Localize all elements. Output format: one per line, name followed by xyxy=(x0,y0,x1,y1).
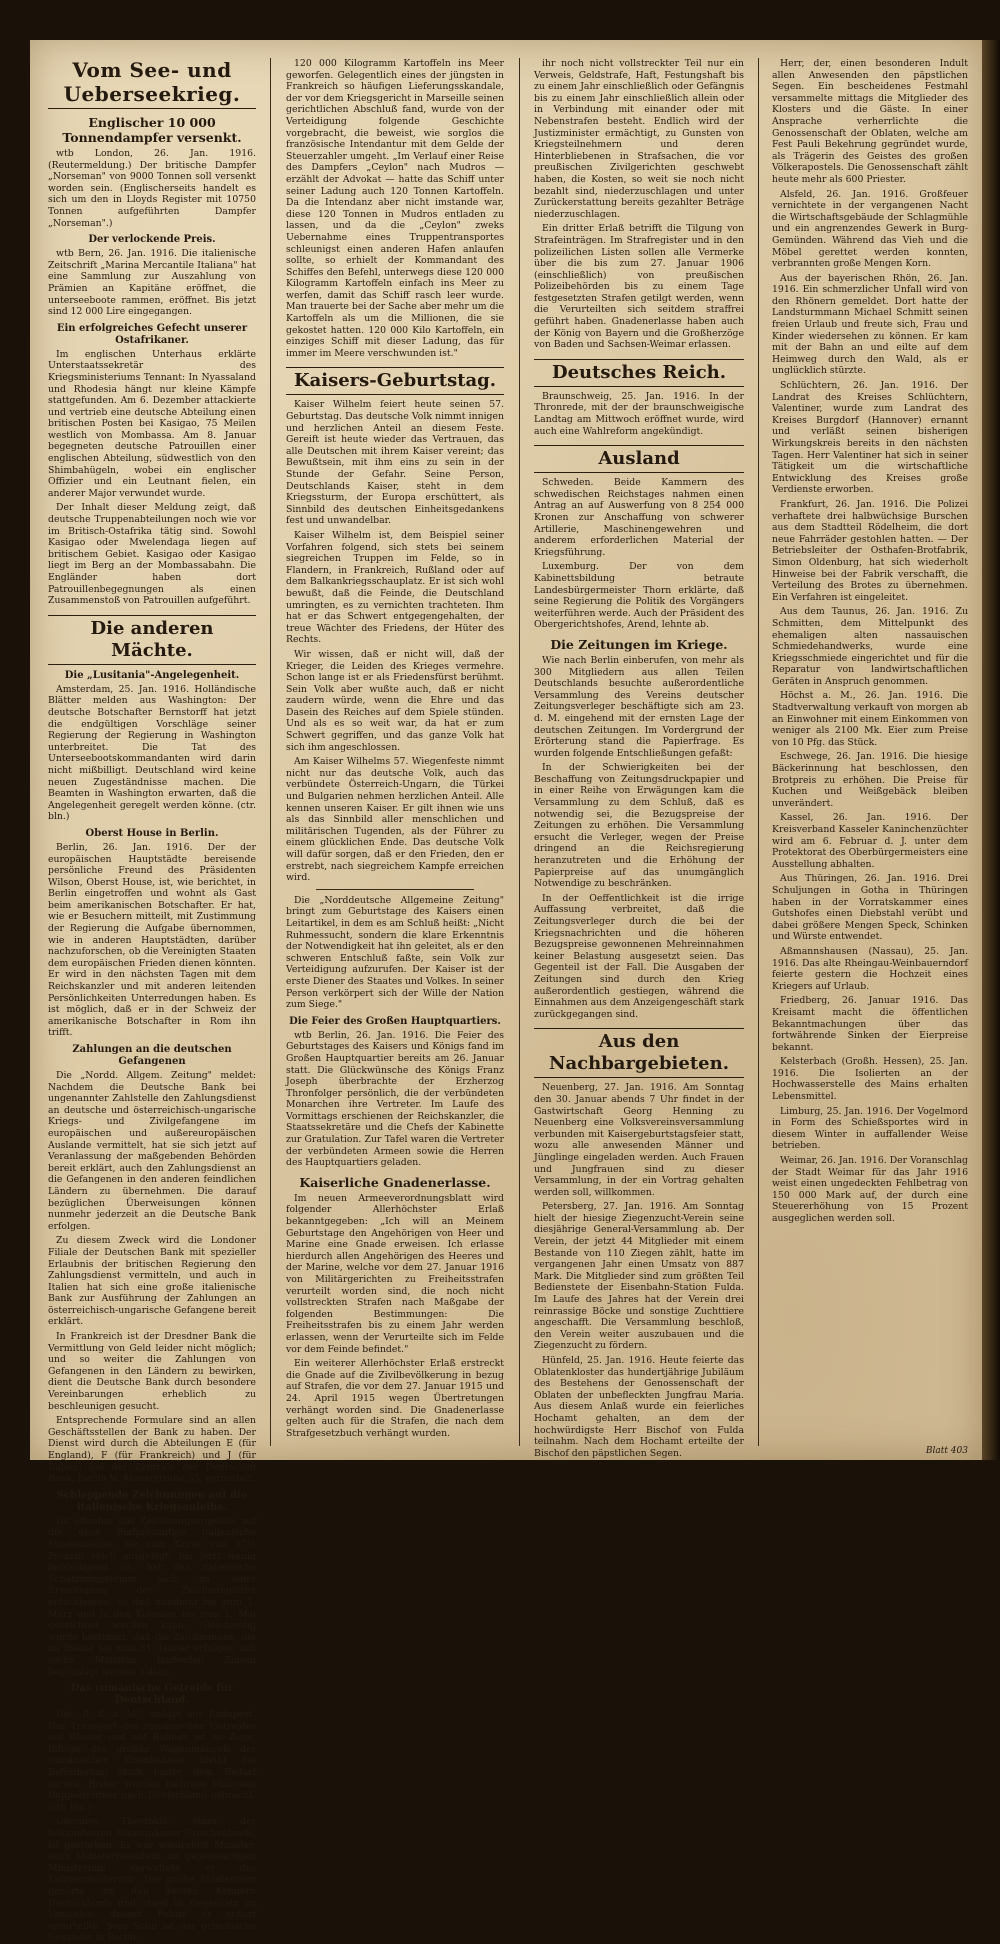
article-text: wtb Bern, 26. Jan. 1916. Die italienische Zeitschrift „Marina Mercantile Italiana" hat eine Sammlung zur Auszahlung von Prämien an Kapitäne eröffnet, die unterseeboote rammen, eröffnet. Bis jetzt sind 12 000 Lire eingegangen. xyxy=(48,248,256,318)
headline-house: Oberst House in Berlin. xyxy=(85,827,219,839)
headline-ostafrika: Ein erfolgreiches Gefecht unserer Ostafrikaner. xyxy=(56,322,248,346)
headline-anleihe: Schleppende Zeichnungen auf die italienische Kriegsanleihe. xyxy=(56,1489,248,1513)
column-2 xyxy=(286,58,504,1446)
section-title-reich: Deutsches Reich. xyxy=(534,359,744,387)
article-text: Höchst a. M., 26. Jan. 1916. Die Stadtverwaltung verkauft von morgen ab an Einwohner mit einem Einkommen von weniger als 2100 Mk. Eier zum Preise von 10 Pfg. das Stück. xyxy=(772,690,968,748)
article-text: Friedberg, 26. Januar 1916. Das Kreisamt macht die öffentlichen Bekanntmachungen über das fortwährende Sinken der Eierpreise bekannt. xyxy=(772,995,968,1053)
article-text: Der Inhalt dieser Meldung zeigt, daß deutsche Truppenabteilungen noch wie vor im Britisch-Ostafrika tätig sind. Sowohl Kasigao oder Mwelendaga liegen auf britischem Gebiet. Kasigao oder Kasigao liegt im Berg an der Mombassabahn. Die Engländer haben dort Patrouillenbegegnungen als einen Zusammenstoß von Patrouillen aufgeführt. xyxy=(48,502,256,607)
section-title-geburtstag: Kaisers-Geburtstag. xyxy=(286,367,504,395)
article-text: Schlüchtern, 26. Jan. 1916. Der Landrat des Kreises Schlüchtern, Valentiner, wurde zum Landrat des Kreises Burgdorf (Hannover) ernannt und verläßt seinen bisherigen Wirkungskreis bereits in den nächsten Tagen. Herr Valentiner hat sich in seiner Tätigkeit um die wirtschaftliche Entwicklung des Kreises große Verdienste erworben. xyxy=(772,380,968,496)
article-text: Limburg, 25. Jan. 1916. Der Vogelmord in Form des Schießsportes wird in diesem Winter in auffallender Weise betrieben. xyxy=(772,1105,968,1152)
column-4 xyxy=(772,58,968,1446)
headline-lusitania: Die „Lusitania"-Angelegenheit. xyxy=(64,669,240,681)
article-text: Weimar, 26. Jan. 1916. Der Voranschlag der Stadt Weimar für das Jahr 1916 weist einen ungedeckten Fehlbetrag von 150 000 Mark auf, der durch eine Steuererhöhung von 15 Prozent ausgeglichen werden soll. xyxy=(772,1155,968,1224)
article-text: 120 000 Kilogramm Kartoffeln ins Meer geworfen. Gelegentlich eines der jüngsten in Frankreich so häufigen Lieferungsskandale, der vor dem Kriegsgericht in Marseille seinen gerichtlichen Abschluß fand, wurde von der Verteidigung folgende Geschichte vorgebracht, die beweist, wie sorglos die französische Intendantur mit dem Gelde der Steuerzahler umgeht. „Im Verlauf einer Reise des Dampfers „Ceylon" nach Mudros — erzählt der Advokat — hatte das Schiff unter seiner Ladung auch 120 Tonnen Kartoffeln. Da die Intendanz aber nicht imstande war, diese 120 Tonnen in Mudros entladen zu lassen, und da die „Ceylon" zweks Uebernahme eines Truppentransportes schleunigst einen anderen Hafen anlaufen sollte, so erhielt der Kommandant des Schiffes den Befehl, unterwegs diese 120 000 Kilogramm Kartoffeln einfach ins Meer zu werfen, damit das Schiff rasch leer wurde. Man trauerte bei der Sache aber mehr um die Kartoffeln als um die Millionen, die sie gekostet hatten. 120 000 Kilo Kartoffeln, ein einziges Schiff mit dieser Ladung, das für immer im Meere verschwunden ist." xyxy=(286,58,504,359)
section-title-maechte: Die anderen Mächte. xyxy=(48,615,256,665)
article-text: Am Kaiser Wilhelms 57. Wiegenfeste nimmt nicht nur das deutsche Volk, auch das verbündete Österreich-Ungarn, die Türkei und Bulgarien nehmen herzlichen Anteil. Alle kennen unseren Kaiser. Er gilt ihnen wie uns als das Sinnbild aller menschlichen und militärischen Tugenden, als der Führer zu einem glücklichen Ende. Das deutsche Volk will dafür sorgen, daß er den Frieden, den er erstrebt, nach siegreichem Kampfe erreichen wird. xyxy=(286,756,504,884)
article-text: In der Schwierigkeiten bei der Beschaffung von Zeitungsdruckpapier und in einer Reihe von Erwägungen kam die Versammlung zu dem Schluß, daß es notwendig sei, die Bezugspreise der Zeitungen zu erhöhen. Die Versammlung ersucht die Verleger, wegen der Preise dringend an die Reichsregierung heranzutreten und die Erhöhung der Papierpreise auf das unumgänglich Notwendige zu beschränken. xyxy=(534,762,744,890)
article-text: Aus Thüringen, 26. Jan. 1916. Drei Schuljungen in Gotha in Thüringen haben in der Vorratskammer eines Gutshofes einen Diebstahl verübt und dabei größere Mengen Speck, Schinken und Würste entwendet. xyxy=(772,873,968,943)
article-text: Zu diesem Zweck wird die Londoner Filiale der Deutschen Bank mit spezieller Erlaubnis der britischen Regierung den Zahlungsdienst vermitteln, und auch in Italien hat sich eine große italienische Bank zur Ausführung der Zahlungen an österreichisch-ungarische Gefangene bereit erklärt. xyxy=(48,1235,256,1328)
headline-zeitungen: Die Zeitungen im Kriege. xyxy=(550,636,728,652)
headline-getreide: Das rumänische Getreide für Deutschland. xyxy=(70,1683,234,1707)
article-text: wtb London, 26. Jan. 1916. (Reutermeldung.) Der britische Dampfer „Norseman" von 9000 Tonnen soll versenkt worden sein. (Englischerseits handelt es sich um den in Lloyds Register mit 10750 Tonnen aufgeführten Dampfer „Norseman".) xyxy=(48,148,256,229)
article-text: Ein weiterer Allerhöchster Erlaß erstreckt die Gnade auf die Zivilbevölkerung in bezug auf Strafen, die vor dem 27. Januar 1915 und 24. April 1915 wegen Übertretungen verhängt worden sind. Die Gnadenerlasse gelten auch für die Strafen, die nach dem Strafgesetzbuch verhängt wurden. xyxy=(286,1358,504,1439)
article-text: Braunschweig, 25. Jan. 1916. In der Thronrede, mit der der braunschweigische Landtag am Mittwoch eröffnet wurde, wird auch eine Wahlreform angekündigt. xyxy=(534,390,744,437)
page-edge xyxy=(982,40,1000,1460)
article-text: Kassel, 26. Jan. 1916. Der Kreisverband Kasseler Kaninchenzüchter wird am 6. Februar d. J. unter dem Protektorat des Oberbürgermeisters eine Ausstellung abhalten. xyxy=(772,812,968,870)
article-text: Wie nach Berlin einberufen, von mehr als 300 Mitgliedern aus allen Teilen Deutschlands besuchte außerordentliche Versammlung des Vereins deutscher Zeitungsverleger beschäftigte sich am 23. d. M. eingehend mit der ernsten Lage der deutschen Zeitungen. Im Vordergrund der Erörterung stand die Papierfrage. Es wurden folgende Entschließungen gefaßt: xyxy=(534,654,744,759)
headline-preis: Der verlockende Preis. xyxy=(88,234,216,246)
article-text: Eschwege, 26. Jan. 1916. Die hiesige Bäckerinnung hat beschlossen, den Brotpreis zu erhöhen. Die Preise für Kuchen und Weißgebäck bleiben unverändert. xyxy=(772,751,968,809)
article-text: Ein dritter Erlaß betrifft die Tilgung von Strafeinträgen. Im Strafregister und in den polizeilichen Listen sollen alle Vermerke über die bis zum 27. Januar 1906 (einschließlich) von preußischen Polizeibehörden bis zu einem Tage festgesetzten Strafen getilgt werden, wenn die Verurteilten sich seitdem straffrei geführt haben. Gnadenerlasse haben auch der König von Bayern und die Großherzöge von Baden und Sachsen-Weimar erlassen. xyxy=(534,223,744,351)
article-text: ihr noch nicht vollstreckter Teil nur ein Verweis, Geldstrafe, Haft, Festungshaft bis zu einem Jahr einschließlich oder Gefängnis bis zu einem Jahr einschließlich allein oder in Verbindung mit einander oder mit Nebenstrafen besteht. Endlich wird der Justizminister ermächtigt, zu Gunsten von Kriegsteilnehmern und deren Hinterbliebenen in Strafsachen, die vor preußischen Zivilgerichten geschwebt haben, die Kosten, so weit sie noch nicht bezahlt sind, niederzuschlagen und unter Zurückerstattung bereits gezahlter Beträge niederzuschlagen. xyxy=(534,58,744,220)
article-text: In Frankreich ist der Dresdner Bank die Vermittlung von Geld leider nicht möglich; und so weiter die Zahlungen von Gefangenen in den Ländern zu bewirken, dient die Deutsche Bank durch besondere Vereinbarungen erheblich zu beschleunigen gesucht. xyxy=(48,1331,256,1412)
column-1 xyxy=(48,58,256,1944)
headline-feier: Die Feier des Großen Hauptquartiers. xyxy=(289,1015,501,1027)
column-rule xyxy=(519,58,520,1446)
column-3 xyxy=(534,58,744,1459)
article-text: Kaiser Wilhelm feiert heute seinen 57. Geburtstag. Das deutsche Volk nimmt innigen und herzlichen Anteil an diesem Feste. Gereift ist heute wieder das Vertrauen, das alle Deutschen mit ihrem Kaiser vereint; das Bewußtsein, mit ihm eins zu sein in der Stunde der Gefahr. Seine Person, Deutschlands Kaiser, steht in dem Kriegssturm, der Europa erschüttert, als Sinnbild des deutschen Einheitsgedankens fest und unwandelbar. xyxy=(286,399,504,527)
article-text: wtb Berlin, 26. Jan. 1916. Die Feier des Geburtstages des Kaisers und Königs fand im Großen Hauptquartier bereits am 26. Januar statt. Die Glückwünsche des Königs Franz Joseph überbrachte der Erzherzog Thronfolger persönlich, die der verbündeten Monarchen ihre Vertreter. Im Laufe des Vormittags erschienen der Reichskanzler, die Staatssekretäre und die Chefs der Kabinette zur Gratulation. Zur Tafel waren die Vertreter der verbündeten Armeen sowie die Herren des Hauptquartiers geladen. xyxy=(286,1029,504,1169)
divider xyxy=(316,889,474,890)
article-text: Kelsterbach (Großh. Hessen), 25. Jan. 1916. Die Isolierten an der Hochwasserstelle des Mains erhalten Lebensmittel. xyxy=(772,1056,968,1103)
headline-tanker: Englischer 10 000 Tonnendampfer versenkt. xyxy=(62,115,242,145)
article-text: Schweden. Beide Kammern des schwedischen Reichstages nahmen einen Antrag an auf Auswerfung von 8 254 000 Kronen zur Anschaffung von schwerer Artillerie, Maschinengewehren und anderem erforderlichen Material der Kriegsführung. xyxy=(534,477,744,558)
column-rule xyxy=(270,58,271,1446)
article-text: Herr, der, einen besonderen Indult allen Anwesenden den päpstlichen Segen. Ein bescheidenes Festmahl versammelte mittags die Mitglieder des Klosters und die Gäste. In einer Ansprache verherrlichte die Genossenschaft der Oblaten, welche am Fest Pauli Bekehrung gegründet wurde, als Trägerin des Geistes des großen Völkerapostels. Die Genossenschaft zählt heute mehr als 600 Priester. xyxy=(772,58,968,185)
article-text: Kaiser Wilhelm ist, dem Beispiel seiner Vorfahren folgend, sich stets bei seinem siegreichen Truppen im Felde, so in Flandern, in Frankreich, Rußland oder auf dem Balkankriegsschauplatz. Er ist sich wohl bewußt, daß die Feinde, die Deutschland umringten, es zu vernichten trachteten. Ihm hat er das Schwert entgegengehalten, der treue Wächter des Friedens, der Hüter des Rechts. xyxy=(286,529,504,646)
section-title-seekrieg: Vom See- und Ueberseekrieg. xyxy=(48,58,256,109)
article-text: Neuenberg, 27. Jan. 1916. Am Sonntag den 30. Januar abends 7 Uhr findet in der Gastwirtschaft Georg Henning zu Neuenberg eine Volksvereinsversammlung verbunden mit Kaisergeburtstagsfeier statt, wozu alle anwesenden Männer und Jünglinge eingeladen werden. Auch Frauen und Jungfrauen sind zu dieser Versammlung, in der ein Vortrag gehalten werden soll, willkommen. xyxy=(534,1082,744,1198)
article-text: Georgios Theotokis, einer der bekanntesten Staatsmänner Griechenlands, ist gestorben. Er war wiederholt Minister, auch Ministerpräsident, im gegenwärtigen Ministerium verwaltete er das Kultusministerium. Der große Staatsmann gehörte zu den besten Kennern Deutschlands und stand in Gegensatz zu Venizelos, dessen Politik er scharf verurteilte. Sein Sohn ist der griechische Gesandte in Berlin. xyxy=(48,1816,256,1944)
column-rule xyxy=(758,58,759,1446)
article-text: Aus dem Taunus, 26. Jan. 1916. Zu Schmitten, dem Mittelpunkt des ehemaligen alten nassauischen Schmiedehandwerks, wurde eine Kriegsschmiede eingerichtet und für die Reparatur von landwirtschaftlichen Geräten in Anspruch genommen. xyxy=(772,606,968,687)
article-text: Berlin, 26. Jan. 1916. Der der europäischen Hauptstädte bereisende persönliche Freund des Präsidenten Wilson, Oberst House, ist, wie berichtet, in Berlin eingetroffen und wohnt als Gast beim amerikanischen Botschafter. Er hat, wie er Besuchern mitteilt, mit Zustimmung der Regierung die Aufgabe übernommen, wie in anderen Hauptstädten, darüber nachzuforschen, ob die Vereinigten Staaten dem europäischen Frieden dienen könnten. Er wird in den nächsten Tagen mit dem Reichskanzler und mit anderen leitenden Persönlichkeiten Unterredungen haben. Es ist möglich, daß er in der Schweiz der amerikanische Botschafter in Rom ihn trifft. xyxy=(48,841,256,1039)
article-text: Die „B. Z. a. M." meldet aus Budapest: Der Transport des rumänischen Getreides auf Wasser und auf Bahnen ist im Zuge. Infolge des großen Wagenmangels der rumänischen Eisenbahnen bleibt die Beförderung stark hinter dem Bedarf zurück. Bisher wurden mehrere Millionen Doppelzentner nach Deutschland gebracht. (ctr. bln.) xyxy=(48,1709,256,1813)
newspaper-page xyxy=(30,40,982,1944)
article-text: Alsfeld, 26. Jan. 1916. Großfeuer vernichtete in der vergangenen Nacht die Wirtschaftsgebäude der Schlagmühle und ein angrenzendes Gewerk in Burg-Gemünden. Während das Vieh und die Möbel gerettet werden konnten, verbrannten große Mengen Korn. xyxy=(772,188,968,270)
article-text: Aus der bayerischen Rhön, 26. Jan. 1916. Ein schmerzlicher Unfall wird von den Rhönern gemeldet. Dort hatte der Landsturmmann Michael Schmitt seinen freien Urlaub und freute sich, Frau und Kinder wiedersehen zu können. Er kam mit der Bahn an und eilte auf dem Heimweg durch den Wald, als er unglücklich stürzte. xyxy=(772,272,968,377)
headline-zahlungen: Zahlungen an die deutschen Gefangenen xyxy=(72,1044,232,1067)
article-text: Amsterdam, 25. Jan. 1916. Holländische Blätter melden aus Washington: Der deutsche Botschafter Bernstorff hat jetzt die endgültigen Vorschläge seiner Regierung der Regierung in Washington unterbreitet. Die Tat des Unterseebootskommandanten wird darin nicht mißbilligt. Deutschland wird keine neuen Zugeständnisse machen. Die Beamten in Washington erwarten, daß die Angelegenheit geregelt werden könne. (ctr. bln.) xyxy=(48,683,256,823)
article-text: Die „Nordd. Allgem. Zeitung" meldet: Nachdem die Deutsche Bank bei ungenannter Zahlstelle den Zahlungsdienst an deutsche und österreichisch-ungarische Kriegs- und Zivilgefangene im europäischen und außereuropäischen Auslande vermittelt, hat sie sich jetzt auf Veranlassung der maßgebenden Behörden bereit erklärt, auch den Zahlungsdienst an die Gefangenen in den anderen feindlichen Ländern zu übernehmen. Die darauf bezüglichen Überweisungen können nunmehr jederzeit an die Deutsche Bank erfolgen. xyxy=(48,1070,256,1232)
article-text: Aßmannshausen (Nassau), 25. Jan. 1916. Das alte Rheingau-Weinbauerndorf feierte gestern die Hochzeit eines Kriegers auf Urlaub. xyxy=(772,945,968,992)
article-text: Wir wissen, daß er nicht will, daß der Krieger, die Leiden des Krieges vermehre. Schon lange ist er als Friedensfürst berühmt. Sein Volk aber wußte auch, daß er nicht zaudern würde, wenn die Ehre und das Dasein des Reiches auf dem Spiele stünden. Und als es so weit war, da hat er zum Schwert gegriffen, und das ganze Volk hat sich ihm angeschlossen. xyxy=(286,648,504,753)
article-text: In der Oeffentlichkeit ist die irrige Auffassung verbreitet, daß die Zeitungsverleger durch die bei der Kriegsnachrichten und die höheren Bezugspreise gewonnenen Mehreinnahmen keiner Belastung ausgesetzt seien. Das Gegenteil ist der Fall. Die Ausgaben der Zeitungen sind durch den Krieg außerordentlich gestiegen, während die Einnahmen aus dem Anzeigengeschäft stark zurückgegangen sind. xyxy=(534,892,744,1020)
article-text: Hünfeld, 25. Jan. 1916. Heute feierte das Oblatenkloster das hundertjährige Jubiläum des Bestehens der Genossenschaft der Oblaten der unbefleckten Jungfrau Maria. Aus diesem Anlaß wurde ein feierliches Hochamt gehalten, an dem der hochwürdigste Herr Bischof von Fulda teilnahm. Nach dem Hochamt erteilte der Bischof den päpstlichen Segen. xyxy=(534,1355,744,1459)
article-text: Die „Norddeutsche Allgemeine Zeitung" bringt zum Geburtstage des Kaisers einen Leitartikel, in dem es am Schluß heißt: „Nicht Ruhmessucht, sondern die klare Erkenntnis der Notwendigkeit hat ihn geleitet, als er den schweren Entschluß faßte, sein Volk zur Verteidigung aufzurufen. Der Kaiser ist der erste Diener des Staates und Volkes. In seiner Person verkörpert sich der Wille der Nation zum Siege." xyxy=(286,894,504,1011)
headline-gnadenerlasse: Kaiserliche Gnadenerlasse. xyxy=(299,1174,491,1190)
article-text: Petersberg, 27. Jan. 1916. Am Sonntag hielt der hiesige Ziegenzucht-Verein seine diesjährige General-Versammlung ab. Der Verein, der jetzt 44 Mitglieder mit einem Bestande von 110 Ziegen zählt, hatte im vergangenen Jahr einen Umsatz von 887 Mark. Die Mitglieder sind zum größten Teil Bedienstete der Eisenbahn-Station Fulda. Im Laufe des Jahres hat der Verein drei reinrassige Böcke und sonstige Zuchttiere angeschafft. Die Versammlung beschloß, den Verein weiter auszubauen und die Ziegenzucht zu fördern. xyxy=(534,1201,744,1352)
page-number: Blatt 403 xyxy=(925,1446,968,1456)
article-text: Entsprechende Formulare sind an allen Geschäftsstellen der Bank zu haben. Der Dienst wird durch die Abteilungen E (für England), F (für Frankreich) und J (für Italien) bei der Zentrale der Deutschen Bank, Berlin W, Mauerstraße 35, vermittelt. xyxy=(48,1415,256,1485)
section-title-nachbar: Aus den Nachbargebieten. xyxy=(534,1028,744,1078)
article-text: Da offenbar das Zeichnungsergebnis auf die neue fünfprozentige italienische Staatsanleihe, die zum Kurse von 97½ Prozent reich ausgelegt, bis jetzt wenig befriedigend ist, hat das italienische Schatzministerium sich zu einer Erweiterung der Zeichnungsfrist entschlossen, so daß nunmehr bis zum 1. März und in den Kolonien bis zum 1. Mai gezeichnet werden kann. Gleichzeitig wurde bestimmt, daß die Zeichnungen, die im Inland bis zum 31. Januar erfolgen, mit sechs Monaten laufenden Zinsen begünstigt werden sollen. xyxy=(48,1515,256,1678)
article-text: Luxemburg. Der von dem Kabinettsbildung betraute Landesbürgermeister Thorn erklärte, daß seine Regierung die Politik des Vorgängers weiterführen werde. Auch der Präsident des Obergerichtshofes, Arend, lehnte ab. xyxy=(534,561,744,631)
article-text: Frankfurt, 26. Jan. 1916. Die Polizei verhaftete drei halbwüchsige Burschen aus dem Stadtteil Rödelheim, die dort neue Fahrräder gestohlen hatten. — Der Betriebsleiter der Osthafen-Brotfabrik, Simon Oldenburg, hat sich wiederholt Hinweise bei der Fabrik verschafft, die Verteilung des Brotes zu übernehmen. Ein Verfahren ist eingeleitet. xyxy=(772,498,968,603)
section-title-ausland: Ausland xyxy=(534,445,744,473)
article-text: Im englischen Unterhaus erklärte Unterstaatssekretär des Kriegsministeriums Tennant: In Nyassaland und Rhodesia hängt nur kleine Kämpfe stattgefunden. Am 6. Dezember attackierte und vertrieb eine deutsche Abteilung einen britischen Posten bei Kasigao, 75 Meilen westlich von Mombassa. Am 8. Januar begegneten deutsche Patrouillen einer englischen Abteilung, südwestlich von den Shimbahügeln, wobei ein englischer Offizier und ein Leutnant fielen, ein anderer Major verwundet wurde. xyxy=(48,348,256,499)
article-text: Im neuen Armeeverordnungsblatt wird folgender Allerhöchster Erlaß bekanntgegeben: „Ich will an Meinem Geburtstage den Angehörigen von Heer und Marine eine Gnade erweisen. Ich erlasse hierdurch allen Angehörigen des Heeres und der Marine, welche vor dem 27. Januar 1916 von Militärgerichten zu Freiheitsstrafen verurteilt worden sind, die noch nicht vollstreckten Strafen nach Maßgabe der folgenden Bestimmungen: Die Freiheitsstrafen bis zu einem Jahr werden erlassen, wenn der Verurteilte sich im Felde vor dem Feinde befindet." xyxy=(286,1192,504,1355)
